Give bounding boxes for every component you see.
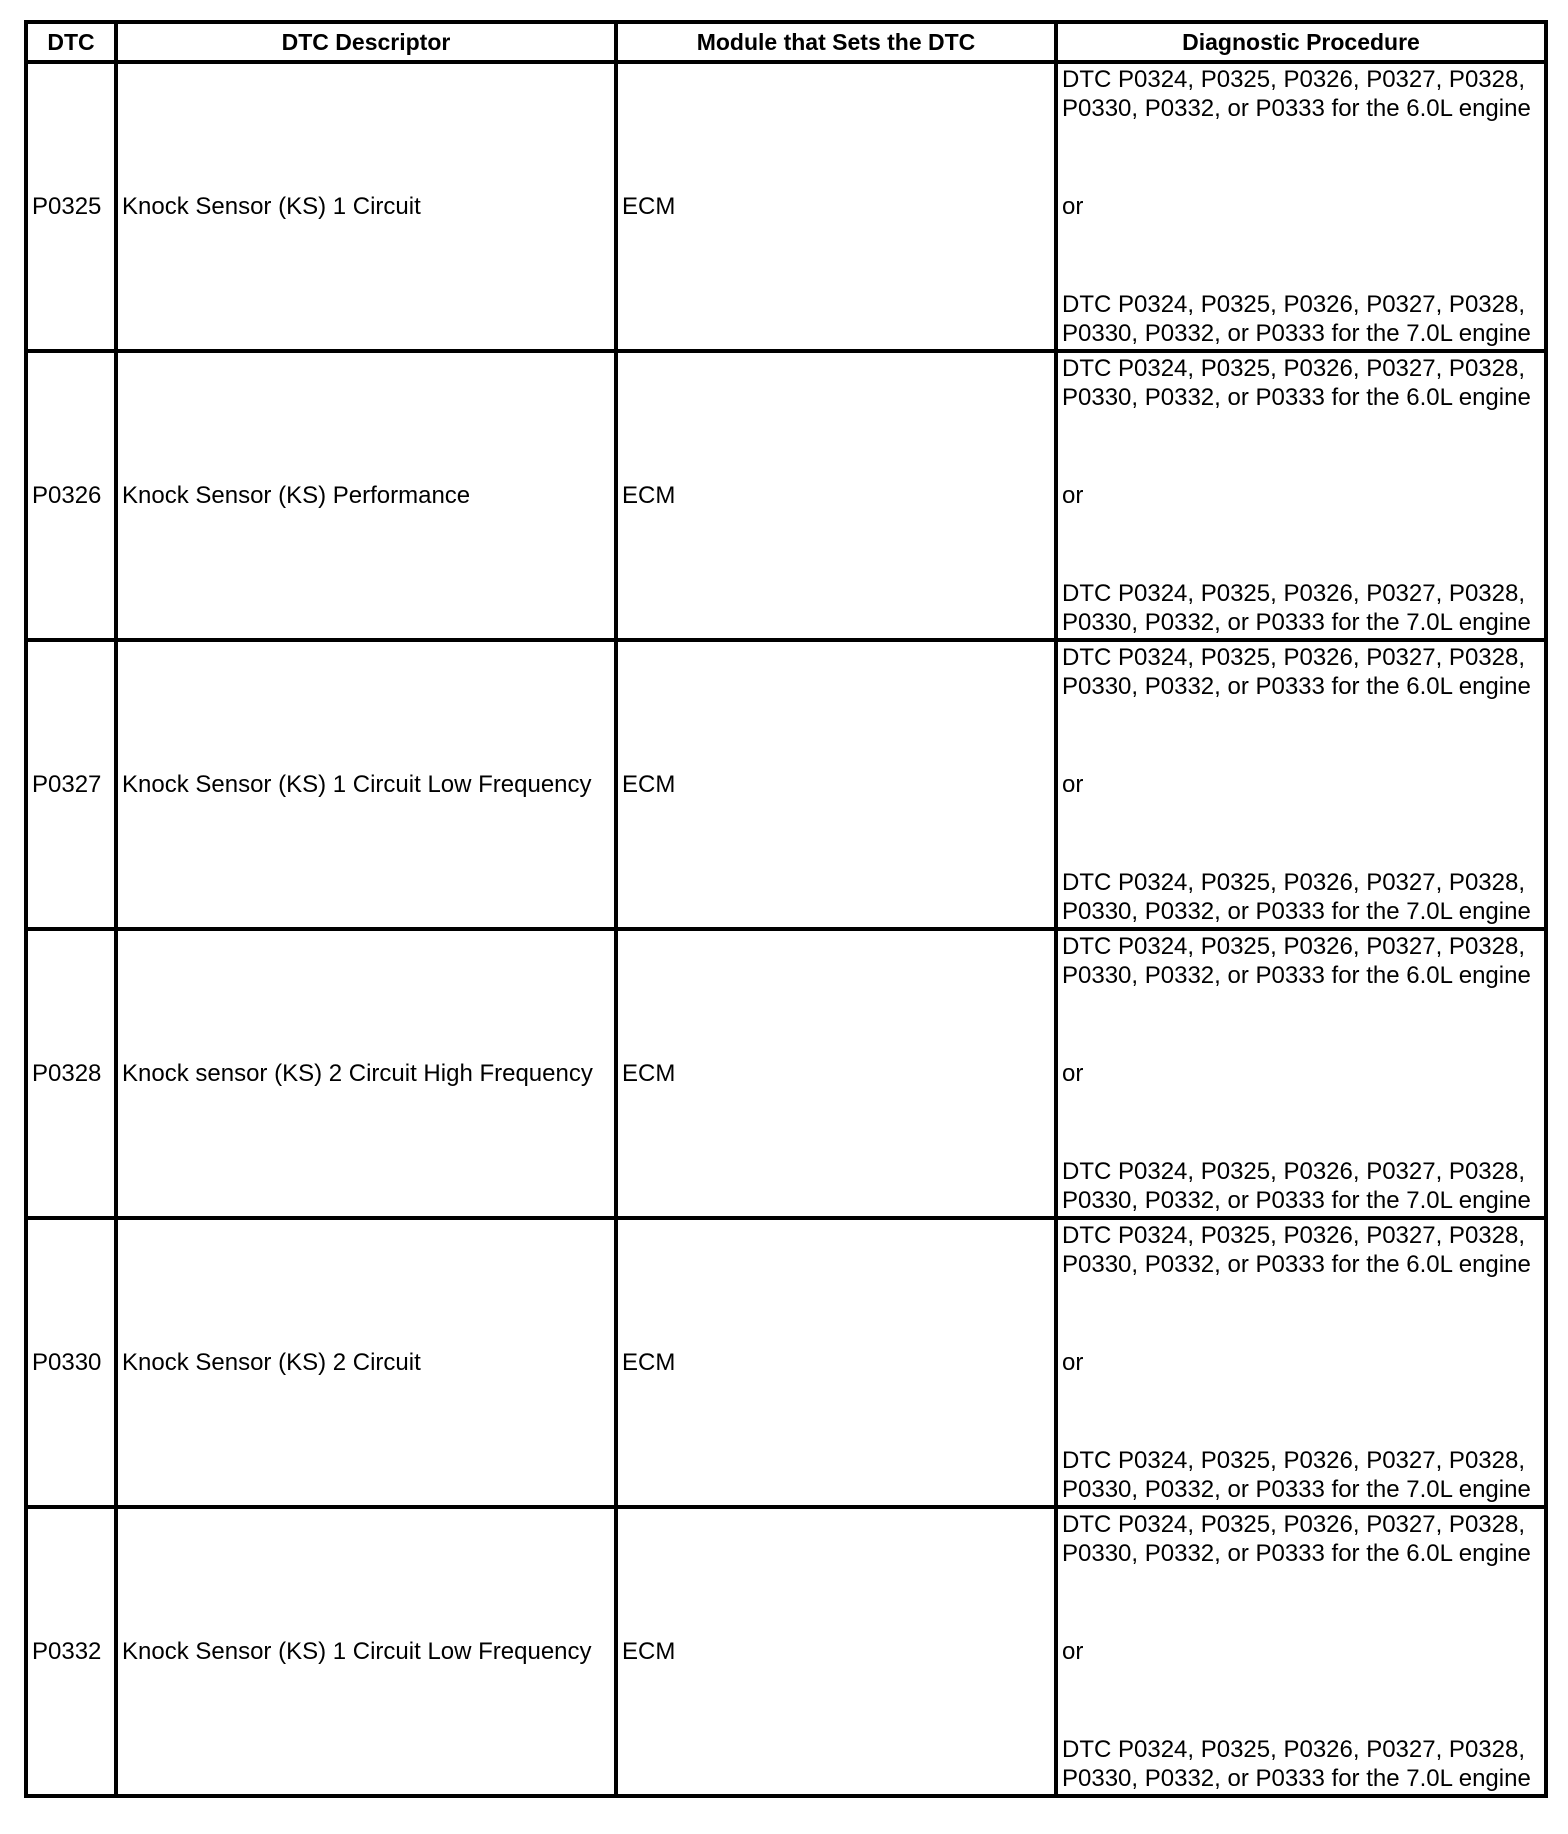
procedure-link-6-0l[interactable]: DTC P0324, P0325, P0326, P0327, P0328, P0330, P0332, or P0333 for the 6.0L engine	[1062, 1222, 1531, 1278]
diagnostic-procedure	[1056, 62, 1546, 351]
module-name: ECM	[616, 1507, 1056, 1796]
procedure-link-6-0l[interactable]: DTC P0324, P0325, P0326, P0327, P0328, P0330, P0332, or P0333 for the 6.0L engine	[1062, 644, 1531, 700]
module-name: ECM	[616, 640, 1056, 929]
header-diagnostic-procedure: Diagnostic Procedure	[1056, 22, 1546, 62]
procedure-link-7-0l[interactable]: DTC P0324, P0325, P0326, P0327, P0328, P0330, P0332, or P0333 for the 7.0L engine	[1062, 291, 1531, 347]
table-row	[26, 1507, 1546, 1796]
dtc-descriptor: Knock Sensor (KS) 1 Circuit	[116, 62, 616, 351]
procedure-link-6-0l[interactable]: DTC P0324, P0325, P0326, P0327, P0328, P0330, P0332, or P0333 for the 6.0L engine	[1062, 933, 1531, 989]
procedure-link-7-0l[interactable]: DTC P0324, P0325, P0326, P0327, P0328, P0330, P0332, or P0333 for the 7.0L engine	[1062, 1447, 1531, 1503]
table-row	[26, 351, 1546, 640]
table-body	[26, 62, 1546, 1796]
header-dtc-descriptor: DTC Descriptor	[116, 22, 616, 62]
header-module: Module that Sets the DTC	[616, 22, 1056, 62]
procedure-or: or	[1062, 1638, 1084, 1665]
dtc-code: P0328	[26, 929, 116, 1218]
dtc-code: P0332	[26, 1507, 116, 1796]
procedure-link-7-0l[interactable]: DTC P0324, P0325, P0326, P0327, P0328, P0330, P0332, or P0333 for the 7.0L engine	[1062, 1158, 1531, 1214]
table-row	[26, 640, 1546, 929]
dtc-descriptor: Knock Sensor (KS) 1 Circuit Low Frequency	[116, 1507, 616, 1796]
procedure-or: or	[1062, 482, 1084, 509]
diagnostic-procedure	[1056, 929, 1546, 1218]
module-name: ECM	[616, 351, 1056, 640]
module-name: ECM	[616, 929, 1056, 1218]
table-row	[26, 929, 1546, 1218]
procedure-link-6-0l[interactable]: DTC P0324, P0325, P0326, P0327, P0328, P0330, P0332, or P0333 for the 6.0L engine	[1062, 1511, 1531, 1567]
dtc-descriptor: Knock Sensor (KS) 1 Circuit Low Frequency	[116, 640, 616, 929]
procedure-link-6-0l[interactable]: DTC P0324, P0325, P0326, P0327, P0328, P0330, P0332, or P0333 for the 6.0L engine	[1062, 355, 1531, 411]
procedure-or: or	[1062, 1060, 1084, 1087]
procedure-or: or	[1062, 1349, 1084, 1376]
diagnostic-procedure	[1056, 1507, 1546, 1796]
dtc-table	[24, 20, 1548, 1798]
dtc-code: P0327	[26, 640, 116, 929]
header-dtc: DTC	[26, 22, 116, 62]
dtc-code: P0326	[26, 351, 116, 640]
header-row	[26, 22, 1546, 62]
diagnostic-procedure	[1056, 1218, 1546, 1507]
table-header	[26, 22, 1546, 62]
diagnostic-procedure	[1056, 351, 1546, 640]
table-row	[26, 1218, 1546, 1507]
procedure-or: or	[1062, 193, 1084, 220]
diagnostic-procedure	[1056, 640, 1546, 929]
dtc-descriptor: Knock Sensor (KS) Performance	[116, 351, 616, 640]
dtc-code: P0325	[26, 62, 116, 351]
dtc-descriptor: Knock sensor (KS) 2 Circuit High Frequency	[116, 929, 616, 1218]
procedure-link-7-0l[interactable]: DTC P0324, P0325, P0326, P0327, P0328, P0330, P0332, or P0333 for the 7.0L engine	[1062, 1736, 1531, 1792]
procedure-or: or	[1062, 771, 1084, 798]
procedure-link-7-0l[interactable]: DTC P0324, P0325, P0326, P0327, P0328, P0330, P0332, or P0333 for the 7.0L engine	[1062, 869, 1531, 925]
procedure-link-7-0l[interactable]: DTC P0324, P0325, P0326, P0327, P0328, P0330, P0332, or P0333 for the 7.0L engine	[1062, 580, 1531, 636]
table-row	[26, 62, 1546, 351]
procedure-link-6-0l[interactable]: DTC P0324, P0325, P0326, P0327, P0328, P0330, P0332, or P0333 for the 6.0L engine	[1062, 66, 1531, 122]
module-name: ECM	[616, 1218, 1056, 1507]
module-name: ECM	[616, 62, 1056, 351]
dtc-descriptor: Knock Sensor (KS) 2 Circuit	[116, 1218, 616, 1507]
dtc-code: P0330	[26, 1218, 116, 1507]
